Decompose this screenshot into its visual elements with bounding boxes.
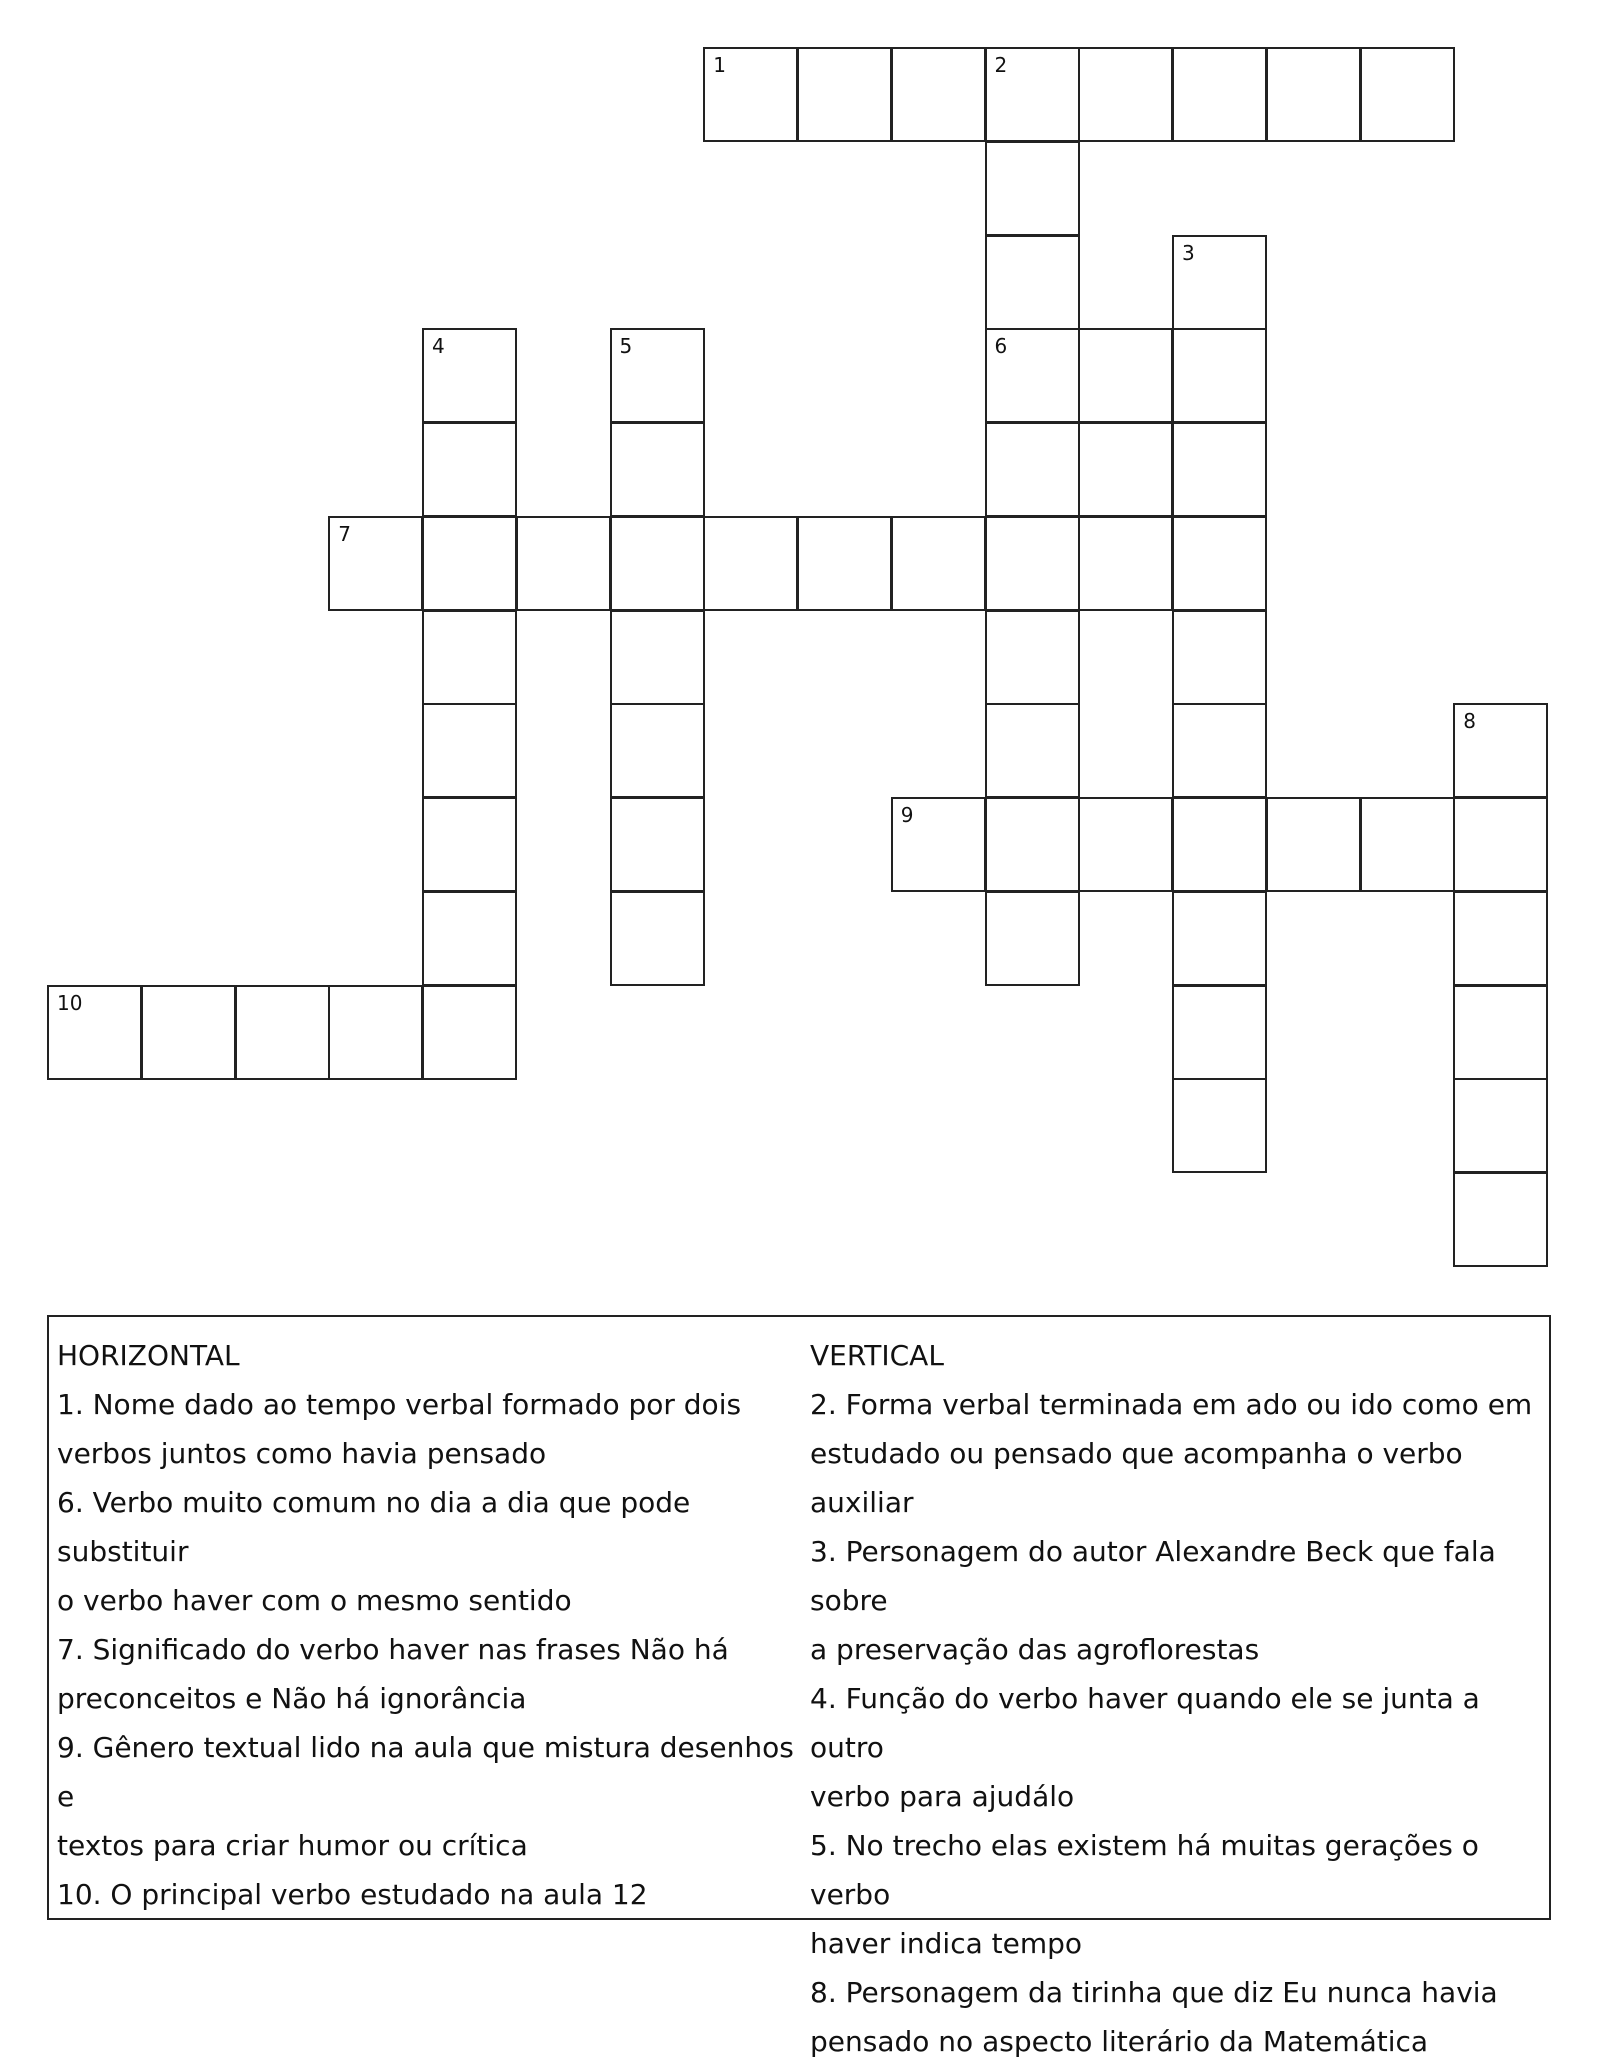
crossword-cell[interactable]	[797, 47, 892, 142]
clue-number: 3	[1182, 240, 1195, 265]
crossword-cell[interactable]	[985, 141, 1080, 236]
crossword-cell[interactable]	[1266, 797, 1361, 892]
crossword-cell[interactable]	[1172, 1078, 1267, 1173]
crossword-cell[interactable]	[1266, 47, 1361, 142]
crossword-cell[interactable]	[422, 797, 517, 892]
clue-number: 6	[994, 334, 1008, 359]
crossword-cell[interactable]	[610, 516, 705, 611]
horizontal-clue-line: verbos juntos como havia pensado	[57, 1437, 547, 1470]
crossword-cell[interactable]	[1078, 422, 1173, 517]
crossword-cell[interactable]	[422, 891, 517, 986]
crossword-cell[interactable]	[891, 47, 986, 142]
crossword-cell[interactable]	[985, 235, 1080, 330]
horizontal-clue-line: preconceitos e Não há ignorância	[57, 1682, 527, 1715]
crossword-cell[interactable]	[422, 610, 517, 705]
crossword-cell[interactable]	[610, 328, 705, 423]
crossword-cell[interactable]	[1078, 516, 1173, 611]
crossword-cell[interactable]	[703, 47, 798, 142]
crossword-cell[interactable]	[328, 516, 423, 611]
crossword-cell[interactable]	[328, 985, 423, 1080]
crossword-cell[interactable]	[985, 797, 1080, 892]
crossword-cell[interactable]	[1453, 703, 1548, 798]
clues-box	[47, 1315, 1551, 2058]
horizontal-clue-line: o verbo haver com o mesmo sentido	[57, 1584, 572, 1617]
crossword-cell[interactable]	[703, 516, 798, 611]
crossword-cell[interactable]	[610, 891, 705, 986]
horizontal-clues	[57, 1331, 797, 1919]
crossword-cell[interactable]	[516, 516, 611, 611]
horizontal-clue-line: 9. Gênero textual lido na aula que mistura desenhos e	[57, 1731, 794, 1813]
crossword-cell[interactable]	[422, 703, 517, 798]
clue-number: 2	[994, 53, 1008, 77]
crossword-cell[interactable]	[610, 610, 705, 705]
crossword-cell[interactable]	[891, 797, 986, 892]
crossword-cell[interactable]	[1078, 328, 1173, 423]
crossword-cell[interactable]	[985, 47, 1080, 142]
crossword-cell[interactable]	[1453, 1078, 1548, 1173]
crossword-cell[interactable]	[1360, 797, 1455, 892]
clue-number: 7	[338, 521, 351, 546]
crossword-cell[interactable]	[1172, 235, 1267, 330]
crossword-cell[interactable]	[1172, 797, 1267, 892]
horizontal-clue-line: 10. O principal verbo estudado na aula 12	[57, 1878, 648, 1911]
crossword-cell[interactable]	[1453, 891, 1548, 986]
vertical-clues	[810, 1331, 1550, 2066]
crossword-cell[interactable]	[422, 985, 517, 1080]
crossword-cell[interactable]	[985, 516, 1080, 611]
crossword-cell[interactable]	[1172, 328, 1267, 423]
clue-number: 8	[1463, 709, 1476, 734]
crossword-cell[interactable]	[422, 328, 517, 423]
crossword-cell[interactable]	[1172, 703, 1267, 798]
crossword-cell[interactable]	[141, 985, 236, 1080]
vertical-clue-line: 3. Personagem do autor Alexandre Beck que fala sobre	[810, 1535, 1496, 1617]
vertical-heading: VERTICAL	[810, 1339, 944, 1372]
crossword-cell[interactable]	[985, 703, 1080, 798]
horizontal-clue-line: textos para criar humor ou crítica	[57, 1829, 528, 1862]
crossword-cell[interactable]	[422, 422, 517, 517]
clue-number: 9	[900, 803, 914, 827]
crossword-cell[interactable]	[891, 516, 986, 611]
crossword-cell[interactable]	[610, 703, 705, 798]
crossword-cell[interactable]	[47, 985, 142, 1080]
crossword-cell[interactable]	[610, 422, 705, 517]
horizontal-clue-line: 6. Verbo muito comum no dia a dia que pode substituir	[57, 1486, 691, 1568]
vertical-clue-line: estudado ou pensado que acompanha o verbo auxiliar	[810, 1437, 1463, 1519]
crossword-cell[interactable]	[1078, 47, 1173, 142]
horizontal-heading: HORIZONTAL	[57, 1339, 240, 1372]
clue-number: 5	[619, 334, 633, 359]
vertical-clue-line: 2. Forma verbal terminada em ado ou ido como em	[810, 1388, 1533, 1421]
vertical-clue-line: haver indica tempo	[810, 1927, 1083, 1960]
crossword-cell[interactable]	[1453, 1172, 1548, 1267]
horizontal-clue-line: 7. Significado do verbo haver nas frases Não há	[57, 1633, 729, 1666]
crossword-cell[interactable]	[985, 610, 1080, 705]
crossword-cell[interactable]	[1078, 797, 1173, 892]
crossword-cell[interactable]	[1172, 610, 1267, 705]
crossword-cell[interactable]	[1172, 891, 1267, 986]
crossword-cell[interactable]	[1453, 985, 1548, 1080]
vertical-clue-line: verbo para ajudálo	[810, 1780, 1075, 1813]
crossword-cell[interactable]	[1360, 47, 1455, 142]
clue-number: 4	[432, 334, 445, 359]
crossword-cell[interactable]	[422, 516, 517, 611]
vertical-clue-line: 4. Função do verbo haver quando ele se junta a outro	[810, 1682, 1480, 1764]
clue-number: 10	[57, 990, 83, 1015]
crossword-cell[interactable]	[1453, 797, 1548, 892]
vertical-clue-line: 5. No trecho elas existem há muitas gerações o verbo	[810, 1829, 1479, 1911]
vertical-clue-line: pensado no aspecto literário da Matemática	[810, 2025, 1429, 2058]
crossword-cell[interactable]	[985, 328, 1080, 423]
clue-number: 1	[713, 53, 726, 77]
crossword-cell[interactable]	[985, 422, 1080, 517]
crossword-cell[interactable]	[1172, 47, 1267, 142]
vertical-clue-line: 8. Personagem da tirinha que diz Eu nunca havia	[810, 1976, 1498, 2009]
horizontal-clue-line: 1. Nome dado ao tempo verbal formado por dois	[57, 1388, 742, 1421]
vertical-clue-line: a preservação das agroflorestas	[810, 1633, 1260, 1666]
crossword-cell[interactable]	[1172, 422, 1267, 517]
crossword-cell[interactable]	[235, 985, 330, 1080]
crossword-cell[interactable]	[610, 797, 705, 892]
crossword-cell[interactable]	[797, 516, 892, 611]
crossword-cell[interactable]	[1172, 985, 1267, 1080]
crossword-cell[interactable]	[1172, 516, 1267, 611]
crossword-cell[interactable]	[985, 891, 1080, 986]
